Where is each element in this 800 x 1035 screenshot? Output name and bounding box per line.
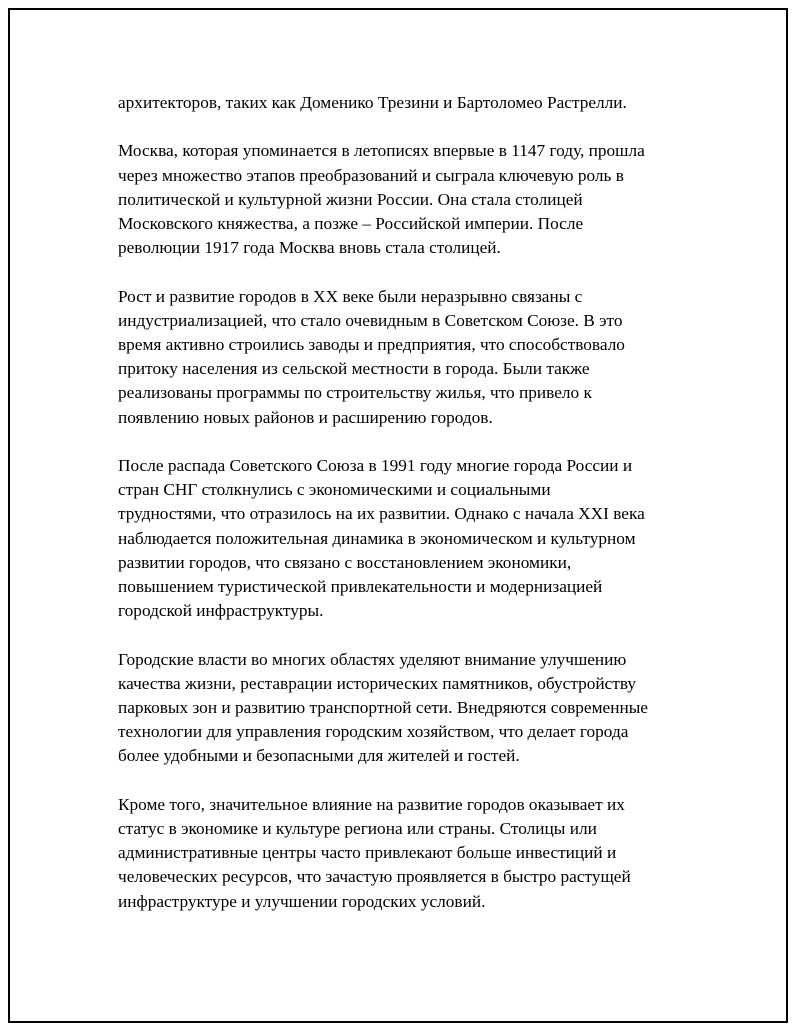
text-line: развитии городов, что связано с восстановлением экономики, [118, 552, 572, 572]
paragraph [118, 793, 703, 914]
text-line: административные центры часто привлекают больше инвестиций и [118, 843, 617, 863]
paragraph [118, 139, 703, 260]
text-line: притоку населения из сельской местности в города. Были также [118, 359, 590, 379]
text-line: городской инфраструктуры. [118, 601, 324, 621]
text-line: Городские власти во многих областях уделяют внимание улучшению [118, 649, 627, 669]
text-line: через множество этапов преобразований и сыграла ключевую роль в [118, 165, 624, 185]
text-line: более удобными и безопасными для жителей и гостей. [118, 746, 520, 766]
text-line: Рост и развитие городов в XX веке были неразрывно связаны с [118, 286, 583, 306]
text-line: Кроме того, значительное влияние на развитие городов оказывает их [118, 794, 625, 814]
text-line: политической и культурной жизни России. Она стала столицей [118, 189, 583, 209]
text-line: наблюдается положительная динамика в экономическом и культурном [118, 528, 636, 548]
paragraph [118, 91, 703, 115]
text-line: стран СНГ столкнулись с экономическими и социальными [118, 480, 551, 500]
text-line: статус в экономике и культуре региона или страны. Столицы или [118, 819, 597, 839]
text-line: инфраструктуре и улучшении городских условий. [118, 891, 486, 911]
text-line: После распада Советского Союза в 1991 году многие города России и [118, 456, 633, 475]
paragraph [118, 454, 703, 623]
text-line: появлению новых районов и расширению городов. [118, 407, 493, 427]
document-body [118, 91, 703, 938]
text-line: индустриализацией, что стало очевидным в Советском Союзе. В это [118, 310, 623, 330]
text-line: архитекторов, таких как Доменико Трезини и Бартоломео Растрелли. [118, 93, 627, 112]
text-line: реализованы программы по строительству жилья, что привело к [118, 383, 592, 403]
text-line: трудностями, что отразилось на их развитии. Однако с начала XXI века [118, 504, 645, 524]
text-line: человеческих ресурсов, что зачастую проявляется в быстро растущей [118, 867, 631, 887]
text-line: Московского княжества, а позже – Российской империи. После [118, 214, 584, 233]
text-line: Москва, которая упоминается в летописях впервые в 1147 году, прошла [118, 141, 645, 161]
paragraph [118, 648, 703, 769]
paragraph [118, 285, 703, 430]
text-line: повышением туристической привлекательности и модернизацией [118, 577, 603, 597]
text-line: революции 1917 года Москва вновь стала столицей. [118, 238, 501, 258]
text-line: качества жизни, реставрации исторических памятников, обустройству [118, 673, 637, 693]
text-line: время активно строились заводы и предприятия, что способствовало [118, 335, 625, 354]
text-line: технологии для управления городским хозяйством, что делает города [118, 722, 629, 742]
text-line: парковых зон и развитию транспортной сети. Внедряются современные [118, 698, 648, 718]
